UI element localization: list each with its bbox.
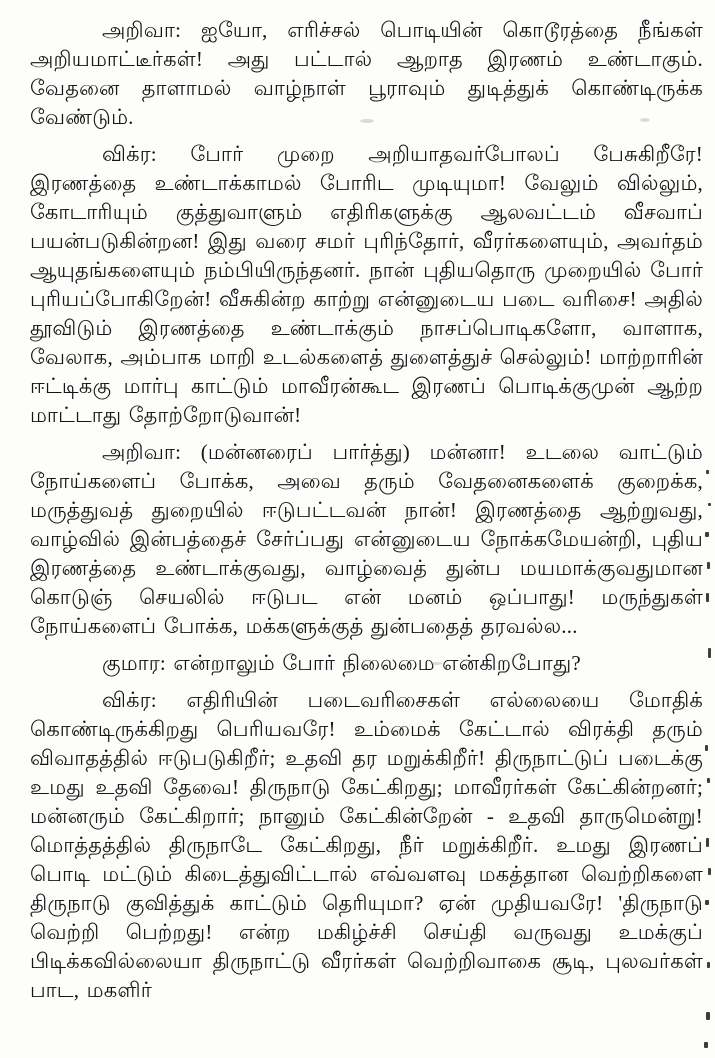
dialogue-paragraph-vikra-2: விக்ர: எதிரியின் படைவரிசைகள் எல்லையை மோதிக் கொண்டிருக்கிறது பெரியவரே! உம்மைக் கேட்டால் விரக்தி தரும் விவாதத்தில் ஈடுபடுகிறீர்; உதவி தர மறுக்கிறீர்! திருநாட்டுப் படைக்கு உமது உதவி தேவை! திருநாடு கேட்கிறது; மாவீரர்கள் கேட்கின்றனர்; மன்னரும் கேட்கிறார்; நானும் கேட்கின்றேன் - உதவி தாருமென்று! மொத்தத்தில் திருநாடே கேட்கிறது, நீர் மறுக்கிறீர். உமது இரணப் பொடி மட்டும் கிடைத்துவிட்டால் எவ்வளவு மகத்தான வெற்றிகளை திருநாடு குவித்துக் காட்டும் தெரியுமா? ஏன் முதியவரே! 'திருநாடு வெற்றி பெற்றது! என்ற மகிழ்ச்சி செய்தி வருவது உமக்குப் பிடிக்கவில்லையா திருநாட்டு வீரர்கள் வெற்றிவாகை சூடி, புலவர்கள் பாட, மகளிர் (30, 688, 703, 1002)
scan-speck (705, 900, 709, 905)
scan-smudge (640, 118, 650, 122)
dialogue-paragraph-ariva-1: அறிவா: ஐயோ, எரிச்சல் பொடியின் கொடூரத்தை நீங்கள் அறியமாட்டீர்கள்! அது பட்டால் ஆறாத இரணம் உண்டாகும். வேதனை தாளாமல் வாழ்நாள் பூராவும் துடித்துக் கொண்டிருக்க வேண்டும். (30, 18, 703, 129)
scan-speck (705, 745, 708, 751)
scan-speck (708, 648, 711, 658)
dialogue-paragraph-kumara: குமார: என்றாலும் போர் நிலைமை என்கிறபோது? (102, 651, 581, 675)
dialogue-paragraph-vikra-1: விக்ர: போர் முறை அறியாதவர்போலப் பேசுகிறீரே! இரணத்தை உண்டாக்காமல் போரிட முடியுமா! வேலும் வில்லும், கோடாரியும் குத்துவாளும் எதிரிகளுக்கு ஆலவட்டம் வீசவாப் பயன்படுகின்றன! இது வரை சமர் புரிந்தோர், வீரர்களையும், அவர்தம் ஆயுதங்களையும் நம்பியிருந்தனர். நான் புதியதொரு முறையில் போர் புரியப்போகிறேன்! வீசுகின்ற காற்று என்னுடைய படை வரிசை! அதில் தூவிடும் இரணத்தை உண்டாக்கும் நாசப்பொடிகளோ, வாளாக, வேலாக, அம்பாக மாறி உடல்களைத் துளைத்துச் செல்லும்! மாற்றாரின் ஈட்டிக்கு மார்பு காட்டும் மாவீரன்கூட இரணப் பொடிக்குமுன் ஆற்ற மாட்டாது தோற்றோடுவான்! (30, 142, 703, 427)
scan-speck (707, 778, 710, 783)
scan-speck (705, 532, 709, 537)
scan-smudge (360, 119, 374, 123)
scan-speck (706, 593, 709, 602)
dialogue-paragraph-ariva-2: அறிவா: (மன்னரைப் பார்த்து) மன்னா! உடலை வாட்டும் நோய்களைப் போக்க, அவை தரும் வேதனைகளைக் குறைக்க, மருத்துவத் துறையில் ஈடுபட்டவன் நான்! இரணத்தை ஆற்றுவது, வாழ்வில் இன்பத்தைச் சேர்ப்பது என்னுடைய நோக்கமேயன்றி, புதிய இரணத்தை உண்டாக்குவது, வாழ்வைத் துன்ப மயமாக்குவதுமான கொடுஞ் செயலில் ஈடுபட என் மனம் ஒப்பாது! மருந்துகள் நோய்களைப் போக்க, மக்களுக்குத் துன்பதைத் தரவல்ல... (30, 440, 703, 638)
scan-speck (706, 470, 709, 474)
scan-speck (708, 503, 711, 506)
scan-smudge (430, 662, 442, 665)
scan-speck (706, 1012, 710, 1020)
scan-smudge (150, 660, 160, 663)
scan-speck (707, 962, 710, 968)
scan-speck (708, 868, 711, 875)
scan-speck (707, 562, 710, 569)
scan-speck (706, 838, 709, 847)
scan-speck (704, 1042, 708, 1048)
